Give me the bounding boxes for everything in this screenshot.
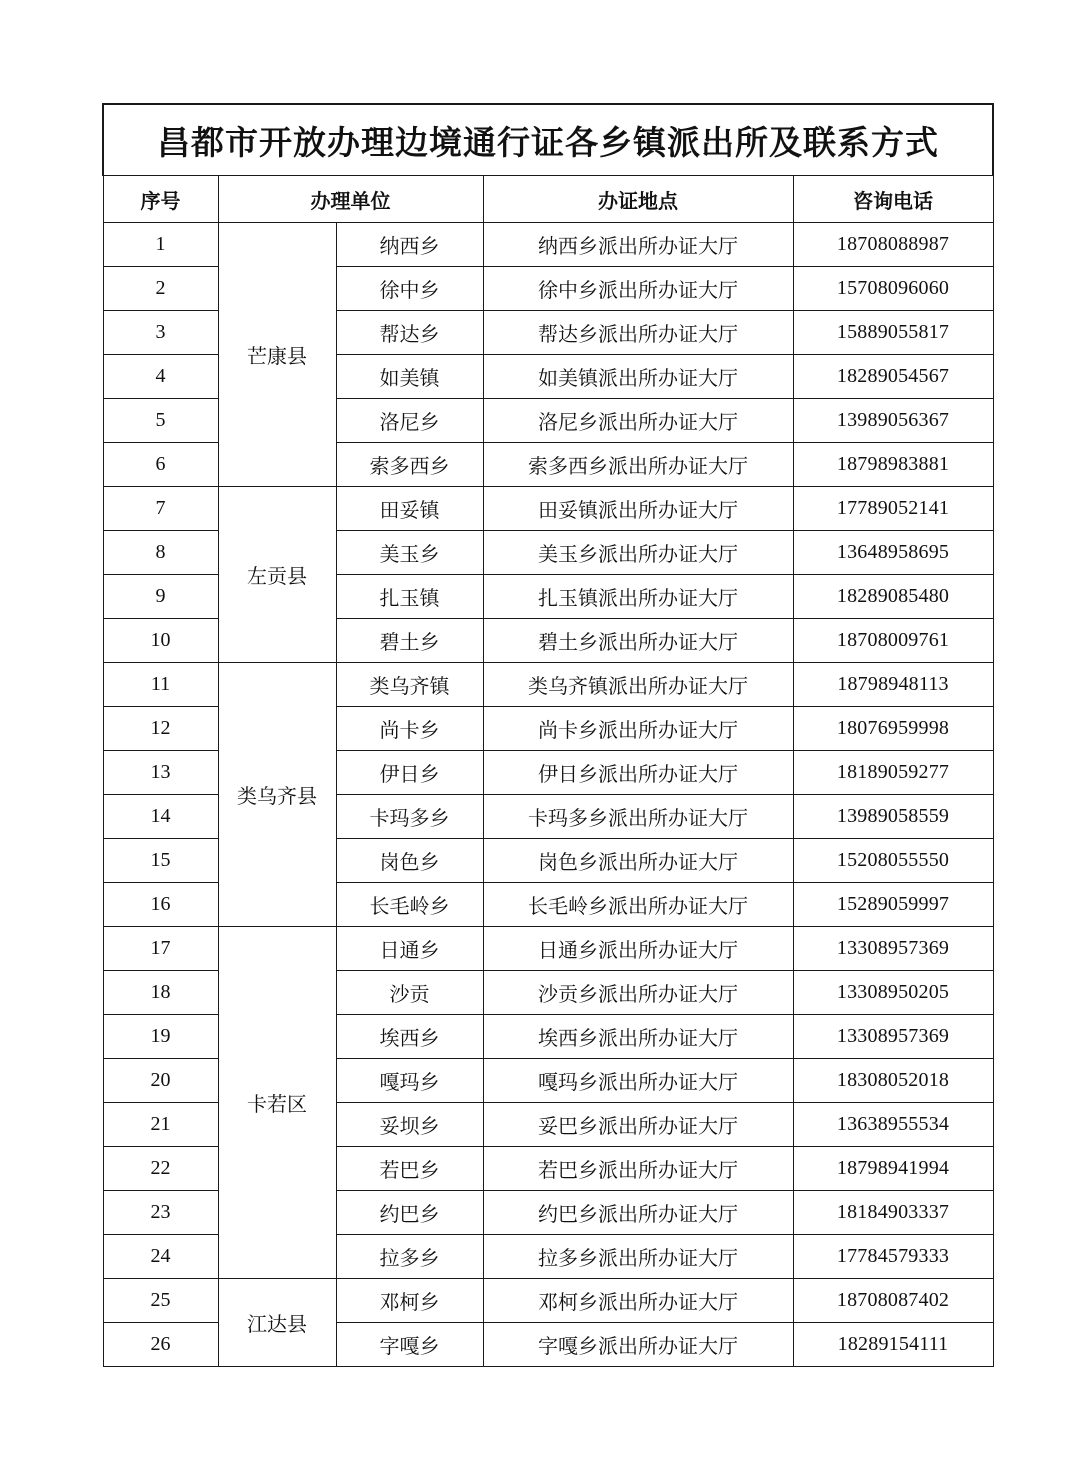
town-cell: 帮达乡: [336, 311, 483, 355]
location-cell: 索多西乡派出所办证大厅: [483, 443, 793, 487]
town-cell: 碧土乡: [336, 619, 483, 663]
phone-cell: 18798948113: [793, 663, 993, 707]
phone-cell: 18184903337: [793, 1191, 993, 1235]
town-cell: 美玉乡: [336, 531, 483, 575]
phone-cell: 17784579333: [793, 1235, 993, 1279]
town-cell: 洛尼乡: [336, 399, 483, 443]
location-cell: 若巴乡派出所办证大厅: [483, 1147, 793, 1191]
location-cell: 类乌齐镇派出所办证大厅: [483, 663, 793, 707]
table-body: [103, 223, 993, 1367]
town-cell: 索多西乡: [336, 443, 483, 487]
table-row: [103, 663, 993, 707]
town-cell: 岗色乡: [336, 839, 483, 883]
location-cell: 帮达乡派出所办证大厅: [483, 311, 793, 355]
phone-cell: 18798983881: [793, 443, 993, 487]
row-index: 4: [103, 355, 218, 399]
location-cell: 邓柯乡派出所办证大厅: [483, 1279, 793, 1323]
town-cell: 约巴乡: [336, 1191, 483, 1235]
row-index: 22: [103, 1147, 218, 1191]
phone-cell: 18289054567: [793, 355, 993, 399]
row-index: 15: [103, 839, 218, 883]
header-phone: 咨询电话: [793, 176, 993, 223]
town-cell: 邓柯乡: [336, 1279, 483, 1323]
town-cell: 扎玉镇: [336, 575, 483, 619]
header-unit: 办理单位: [218, 176, 483, 223]
contact-table: [102, 103, 994, 1367]
phone-cell: 15708096060: [793, 267, 993, 311]
row-index: 21: [103, 1103, 218, 1147]
phone-cell: 18798941994: [793, 1147, 993, 1191]
town-cell: 埃西乡: [336, 1015, 483, 1059]
location-cell: 扎玉镇派出所办证大厅: [483, 575, 793, 619]
row-index: 12: [103, 707, 218, 751]
table-row: [103, 927, 993, 971]
row-index: 23: [103, 1191, 218, 1235]
county-cell: 左贡县: [218, 487, 336, 663]
row-index: 2: [103, 267, 218, 311]
row-index: 18: [103, 971, 218, 1015]
row-index: 20: [103, 1059, 218, 1103]
row-index: 3: [103, 311, 218, 355]
phone-cell: 13638955534: [793, 1103, 993, 1147]
location-cell: 妥巴乡派出所办证大厅: [483, 1103, 793, 1147]
row-index: 7: [103, 487, 218, 531]
location-cell: 徐中乡派出所办证大厅: [483, 267, 793, 311]
row-index: 26: [103, 1323, 218, 1367]
location-cell: 字嘎乡派出所办证大厅: [483, 1323, 793, 1367]
location-cell: 沙贡乡派出所办证大厅: [483, 971, 793, 1015]
row-index: 13: [103, 751, 218, 795]
town-cell: 长毛岭乡: [336, 883, 483, 927]
town-cell: 妥坝乡: [336, 1103, 483, 1147]
phone-cell: 13308957369: [793, 927, 993, 971]
phone-cell: 18289085480: [793, 575, 993, 619]
location-cell: 尚卡乡派出所办证大厅: [483, 707, 793, 751]
phone-cell: 13308950205: [793, 971, 993, 1015]
location-cell: 如美镇派出所办证大厅: [483, 355, 793, 399]
title-row: [103, 104, 993, 176]
row-index: 5: [103, 399, 218, 443]
phone-cell: 18189059277: [793, 751, 993, 795]
location-cell: 日通乡派出所办证大厅: [483, 927, 793, 971]
phone-cell: 17789052141: [793, 487, 993, 531]
phone-cell: 18076959998: [793, 707, 993, 751]
phone-cell: 15289059997: [793, 883, 993, 927]
header-index: 序号: [103, 176, 218, 223]
town-cell: 沙贡: [336, 971, 483, 1015]
location-cell: 洛尼乡派出所办证大厅: [483, 399, 793, 443]
town-cell: 田妥镇: [336, 487, 483, 531]
county-cell: 芒康县: [218, 223, 336, 487]
phone-cell: 15889055817: [793, 311, 993, 355]
town-cell: 纳西乡: [336, 223, 483, 267]
row-index: 19: [103, 1015, 218, 1059]
phone-cell: 18708087402: [793, 1279, 993, 1323]
phone-cell: 18708009761: [793, 619, 993, 663]
town-cell: 尚卡乡: [336, 707, 483, 751]
location-cell: 纳西乡派出所办证大厅: [483, 223, 793, 267]
header-location: 办证地点: [483, 176, 793, 223]
town-cell: 日通乡: [336, 927, 483, 971]
town-cell: 嘎玛乡: [336, 1059, 483, 1103]
phone-cell: 18708088987: [793, 223, 993, 267]
row-index: 14: [103, 795, 218, 839]
location-cell: 岗色乡派出所办证大厅: [483, 839, 793, 883]
location-cell: 卡玛多乡派出所办证大厅: [483, 795, 793, 839]
table-row: [103, 1279, 993, 1323]
town-cell: 字嘎乡: [336, 1323, 483, 1367]
row-index: 24: [103, 1235, 218, 1279]
row-index: 1: [103, 223, 218, 267]
row-index: 11: [103, 663, 218, 707]
location-cell: 嘎玛乡派出所办证大厅: [483, 1059, 793, 1103]
phone-cell: 13648958695: [793, 531, 993, 575]
row-index: 17: [103, 927, 218, 971]
row-index: 8: [103, 531, 218, 575]
row-index: 10: [103, 619, 218, 663]
location-cell: 长毛岭乡派出所办证大厅: [483, 883, 793, 927]
location-cell: 拉多乡派出所办证大厅: [483, 1235, 793, 1279]
table-row: [103, 487, 993, 531]
header-row: [103, 176, 993, 223]
table-row: [103, 223, 993, 267]
town-cell: 徐中乡: [336, 267, 483, 311]
row-index: 9: [103, 575, 218, 619]
county-cell: 类乌齐县: [218, 663, 336, 927]
location-cell: 伊日乡派出所办证大厅: [483, 751, 793, 795]
phone-cell: 15208055550: [793, 839, 993, 883]
town-cell: 伊日乡: [336, 751, 483, 795]
county-cell: 卡若区: [218, 927, 336, 1279]
town-cell: 若巴乡: [336, 1147, 483, 1191]
location-cell: 美玉乡派出所办证大厅: [483, 531, 793, 575]
town-cell: 如美镇: [336, 355, 483, 399]
location-cell: 田妥镇派出所办证大厅: [483, 487, 793, 531]
row-index: 6: [103, 443, 218, 487]
phone-cell: 18289154111: [793, 1323, 993, 1367]
county-cell: 江达县: [218, 1279, 336, 1367]
location-cell: 埃西乡派出所办证大厅: [483, 1015, 793, 1059]
phone-cell: 18308052018: [793, 1059, 993, 1103]
row-index: 25: [103, 1279, 218, 1323]
table-title: 昌都市开放办理边境通行证各乡镇派出所及联系方式: [103, 104, 993, 176]
row-index: 16: [103, 883, 218, 927]
location-cell: 约巴乡派出所办证大厅: [483, 1191, 793, 1235]
location-cell: 碧土乡派出所办证大厅: [483, 619, 793, 663]
town-cell: 卡玛多乡: [336, 795, 483, 839]
phone-cell: 13989056367: [793, 399, 993, 443]
phone-cell: 13308957369: [793, 1015, 993, 1059]
town-cell: 拉多乡: [336, 1235, 483, 1279]
phone-cell: 13989058559: [793, 795, 993, 839]
town-cell: 类乌齐镇: [336, 663, 483, 707]
